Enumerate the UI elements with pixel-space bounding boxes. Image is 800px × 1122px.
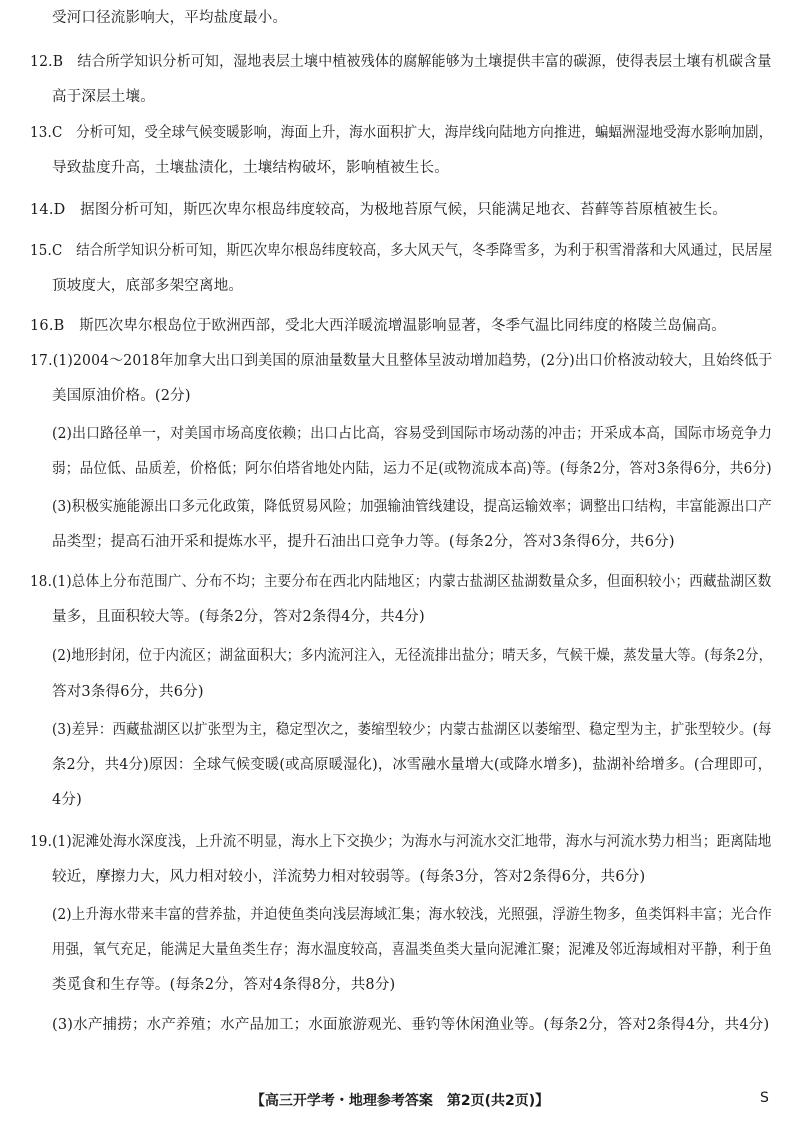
answer-line: (3)积极实施能源出口多元化政策，降低贸易风险；加强输油管线建设，提高运输效率；调整出口结构，丰富能源出口产 bbox=[52, 499, 772, 515]
answer-line: (3)差异：西藏盐湖区以扩张型为主，稳定型次之，萎缩型较少；内蒙古盐湖区以萎缩型、稳定型为主，扩张型较少。(每 bbox=[52, 722, 772, 738]
answer-line: 美国原油价格。(2分) bbox=[52, 388, 191, 404]
answer-line: 16.B 斯匹次卑尔根岛位于欧洲西部，受北大西洋暖流增温影响显著，冬季气温比同纬度的格陵兰岛偏高。 bbox=[30, 318, 727, 334]
page-footer: 【高三开学考・地理参考答案 第2页(共2页)】 bbox=[250, 1093, 550, 1109]
answer-line: 15.C 结合所学知识分析可知，斯匹次卑尔根岛纬度较高，多大风天气，冬季降雪多，为利于积雪滑落和大风通过，民居屋 bbox=[30, 243, 773, 259]
answer-line: 弱；品位低、品质差，价格低；阿尔伯塔省地处内陆，运力不足(或物流成本高)等。(每条2分，答对3条得6分，共6分) bbox=[52, 461, 772, 477]
answer-line: 用强，氧气充足，能满足大量鱼类生存；海水温度较高，喜温类鱼类大量向泥滩汇聚；泥滩及邻近海域相对平静，利于鱼 bbox=[52, 942, 773, 958]
answer-line: 14.D 据图分析可知，斯匹次卑尔根岛纬度较高，为极地苔原气候，只能满足地衣、苔藓等苔原植被生长。 bbox=[30, 202, 727, 218]
answer-line: 答对3条得6分，共6分) bbox=[52, 684, 204, 700]
answer-line: 条2分，共4分)原因：全球气候变暖(或高原暖湿化)，冰雪融水量增大(或降水增多)，盐湖补给增多。(合理即可， bbox=[52, 757, 773, 773]
answer-line: 高于深层土壤。 bbox=[52, 89, 155, 105]
answer-line: 顶坡度大，底部多架空离地。 bbox=[52, 278, 244, 294]
answer-line: (2)地形封闭，位于内流区；湖盆面积大；多内流河注入，无径流排出盐分；晴天多，气候干燥，蒸发量大等。(每条2分， bbox=[52, 648, 773, 664]
answer-line: 导致盐度升高，土壤盐渍化，土壤结构破坏，影响植被生长。 bbox=[52, 160, 449, 176]
answer-line: 19.(1)泥滩处海水深度浅，上升流不明显，海水上下交换少；为海水与河流水交汇地带，海水与河流水势力相当；距离陆地 bbox=[30, 834, 772, 850]
answer-line: 4分) bbox=[52, 792, 82, 808]
corner-mark: S bbox=[760, 1090, 769, 1106]
answer-line: 18.(1)总体上分布范围广、分布不均；主要分布在西北内陆地区；内蒙古盐湖区盐湖数量众多，但面积较小；西藏盐湖区数 bbox=[30, 574, 772, 590]
answer-line: 品类型；提高石油开采和提炼水平，提升石油出口竞争力等。(每条2分，答对3条得6分，共6分) bbox=[52, 534, 675, 550]
answer-line: (3)水产捕捞；水产养殖；水产品加工；水面旅游观光、垂钓等休闲渔业等。(每条2分，答对2条得4分，共4分) bbox=[52, 1017, 770, 1033]
answer-line: 13.C 分析可知，受全球气候变暖影响，海面上升，海水面积扩大，海岸线向陆地方向推进，蝙蝠洲湿地受海水影响加剧， bbox=[30, 125, 773, 141]
answer-line: 受河口径流影响大，平均盐度最小。 bbox=[52, 10, 288, 26]
answer-line: 较近，摩擦力大，风力相对较小，洋流势力相对较弱等。(每条3分，答对2条得6分，共6分) bbox=[52, 869, 646, 885]
answer-line: 12.B 结合所学知识分析可知，湿地表层土壤中植被残体的腐解能够为土壤提供丰富的碳源，使得表层土壤有机碳含量 bbox=[30, 54, 772, 70]
answer-line: 量多，且面积较大等。(每条2分，答对2条得4分，共4分) bbox=[52, 609, 425, 625]
answer-line: 17.(1)2004～2018年加拿大出口到美国的原油量数量大且整体呈波动增加趋势，(2分)出口价格波动较大，且始终低于 bbox=[30, 353, 773, 369]
answer-line: (2)上升海水带来丰富的营养盐，并迫使鱼类向浅层海域汇集；海水较浅，光照强，浮游生物多，鱼类饵料丰富；光合作 bbox=[52, 907, 772, 923]
answer-line: (2)出口路径单一，对美国市场高度依赖；出口占比高，容易受到国际市场动荡的冲击；开采成本高，国际市场竞争力 bbox=[52, 426, 773, 442]
answer-line: 类觅食和生存等。(每条2分，答对4条得8分，共8分) bbox=[52, 977, 396, 993]
